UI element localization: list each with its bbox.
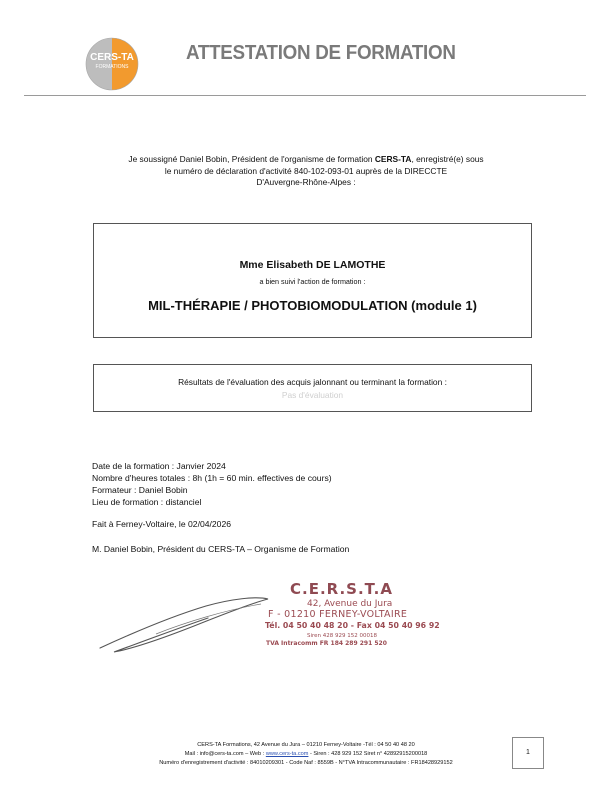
header-divider bbox=[24, 95, 586, 96]
footer-siren: - Siren : 428 929 152 Siret n° 42892915200018 bbox=[308, 751, 428, 757]
footer-line-2 bbox=[100, 750, 512, 759]
done-at: Fait à Ferney-Voltaire, le 02/04/2026 bbox=[92, 519, 232, 529]
stamp-phone: Tél. 04 50 40 48 20 - Fax 04 50 40 96 92 bbox=[265, 621, 440, 630]
course-title: MIL-THÉRAPIE / PHOTOBIOMODULATION (module 1) bbox=[148, 298, 477, 313]
logo-text-main: CERS-TA bbox=[90, 52, 134, 63]
logo-text-sub: FORMATIONS bbox=[95, 64, 129, 70]
training-hours: Nombre d'heures totales : 8h (1h = 60 min. effectives de cours) bbox=[92, 473, 332, 483]
training-trainer: Formateur : Daniel Bobin bbox=[92, 485, 188, 495]
stamp-company-name: C.E.R.S.T.A bbox=[290, 580, 393, 598]
followed-statement: a bien suivi l'action de formation : bbox=[259, 277, 366, 286]
handwritten-signature bbox=[96, 596, 276, 656]
footer bbox=[100, 741, 512, 768]
training-details bbox=[92, 460, 332, 508]
footer-mail: Mail : info@cers-ta.com – Web : bbox=[184, 751, 266, 757]
intro-paragraph bbox=[70, 154, 542, 189]
stamp-address: 42, Avenue du Jura bbox=[307, 599, 393, 609]
results-label: Résultats de l'évaluation des acquis jalonnant ou terminant la formation : bbox=[178, 377, 447, 387]
intro-line-3: D'Auvergne-Rhône-Alpes : bbox=[256, 177, 356, 187]
intro-line-1 bbox=[70, 154, 542, 166]
page-number: 1 bbox=[512, 737, 544, 769]
trainee-name: Mme Elisabeth DE LAMOTHE bbox=[239, 259, 386, 271]
trainee-box bbox=[93, 223, 532, 338]
intro-line-2: le numéro de déclaration d'activité 840-102-093-01 auprès de la DIRECCTE bbox=[164, 165, 448, 176]
company-stamp bbox=[262, 580, 440, 655]
signatory: M. Daniel Bobin, Président du CERS-TA – Organisme de Formation bbox=[92, 544, 350, 554]
stamp-city: F - 01210 FERNEY-VOLTAIRE bbox=[268, 609, 408, 620]
stamp-tva: TVA Intracomm FR 184 289 291 520 bbox=[266, 640, 387, 647]
footer-line-1: CERS-TA Formations, 42 Avenue du Jura – 01210 Ferney-Voltaire -Tél : 04 50 40 48 20 bbox=[197, 742, 415, 748]
training-date: Date de la formation : Janvier 2024 bbox=[92, 461, 226, 471]
cers-ta-logo bbox=[85, 37, 139, 91]
intro-line-1-suffix: , enregistré(e) sous bbox=[411, 154, 484, 164]
intro-line-1-prefix: Je soussigné Daniel Bobin, Président de l'organisme de formation bbox=[128, 154, 375, 164]
results-box bbox=[93, 364, 532, 412]
website-link[interactable]: www.cers-ta.com bbox=[265, 751, 309, 757]
training-place: Lieu de formation : distanciel bbox=[92, 497, 202, 507]
footer-line-3: Numéro d'enregistrement d'activité : 84010209301 - Code Naf : 8559B - N°TVA Intracommunautaire : FR18428929152 bbox=[159, 760, 453, 766]
stamp-siren: Siren 428 929 152 00018 bbox=[307, 633, 378, 639]
results-value: Pas d'évaluation bbox=[281, 390, 344, 400]
document-title: ATTESTATION DE FORMATION bbox=[186, 42, 456, 64]
intro-org-name: CERS-TA bbox=[374, 154, 412, 164]
